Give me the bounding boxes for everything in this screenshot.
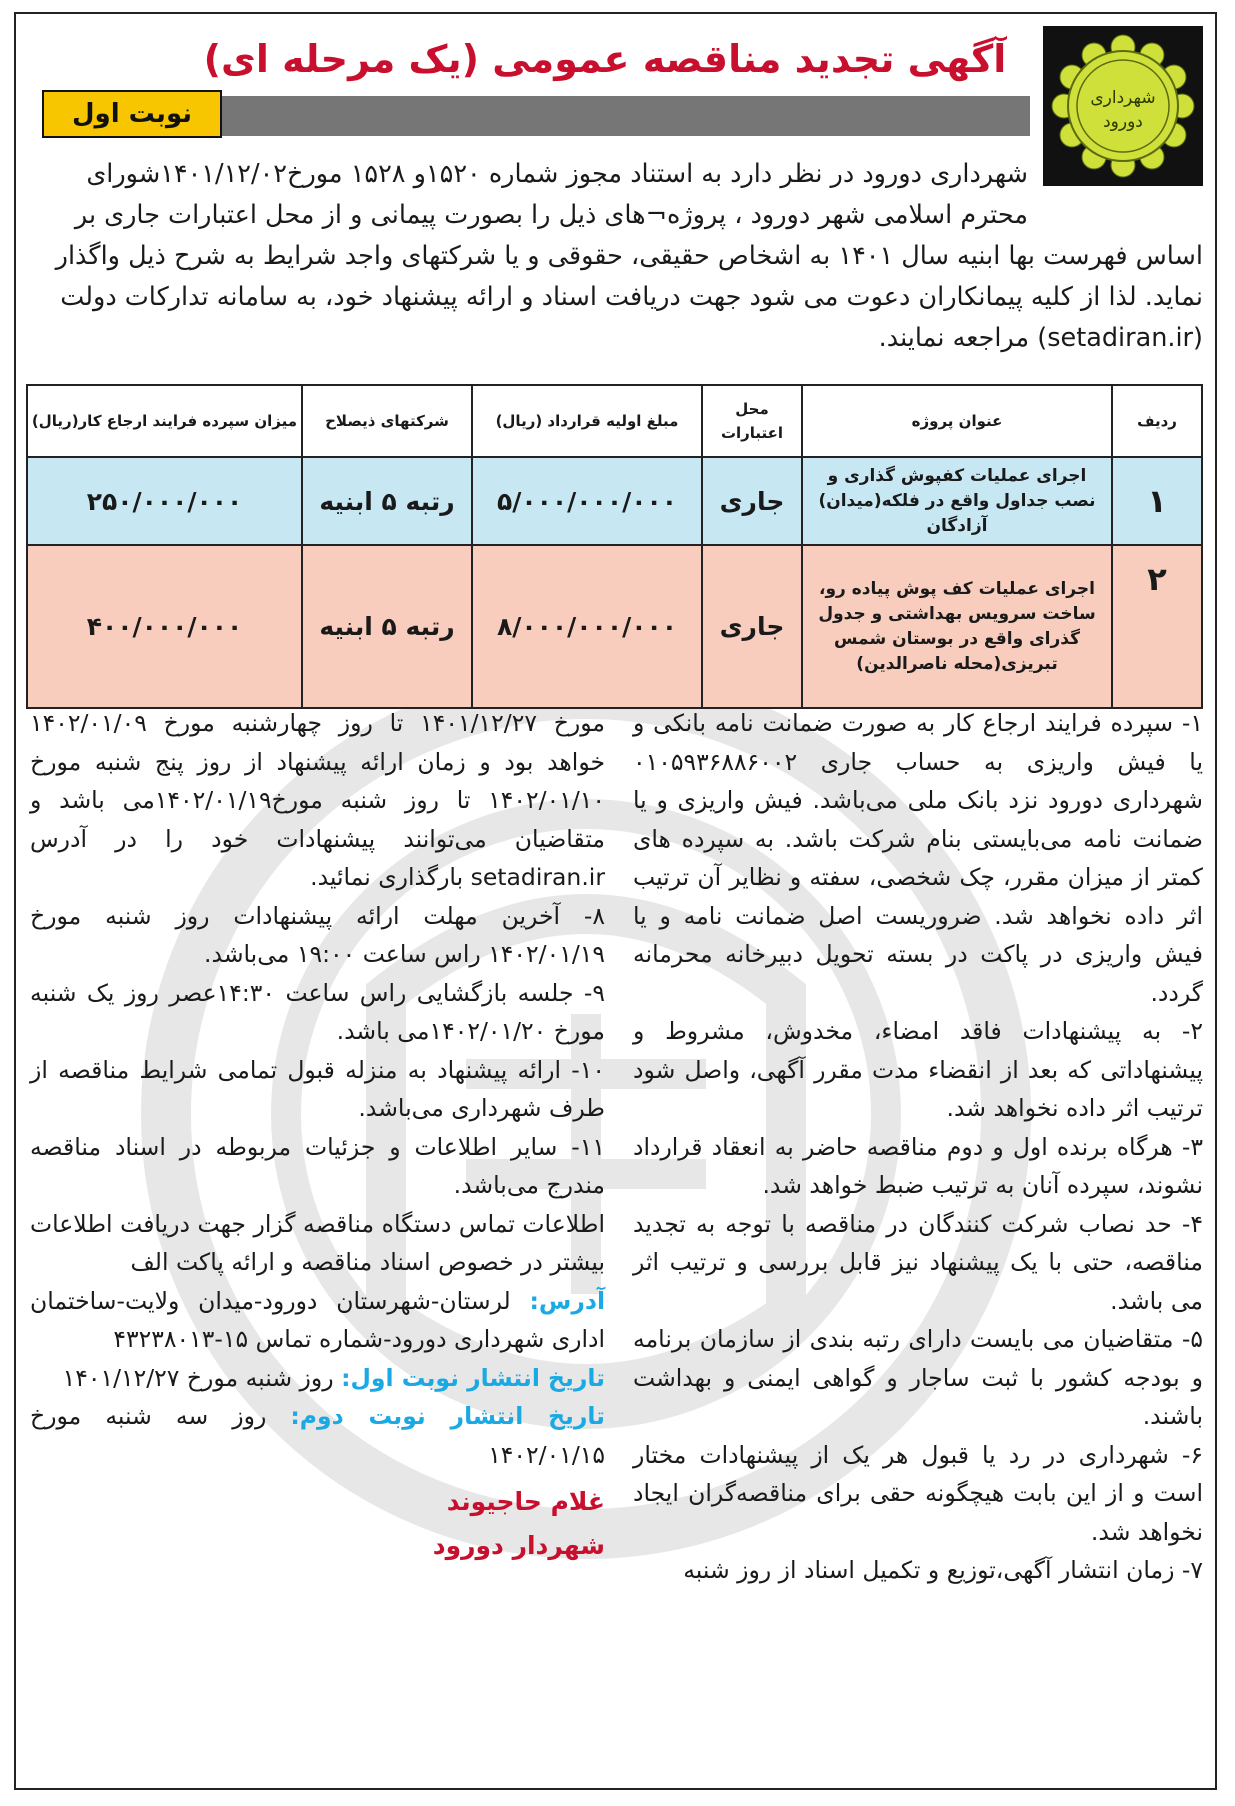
intro-paragraph	[43, 154, 1203, 359]
table-row	[27, 457, 1202, 545]
signatory-role: شهردار دورود	[432, 1531, 605, 1560]
logo-text-line2: دورود	[1103, 112, 1143, 132]
project-title: اجرای عملیات کف پوش پیاده رو، ساخت سرویس بهداشتی و جدول گذرای واقع در بوستان شمس تبریزی(محله ناصرالدین)	[802, 545, 1112, 708]
funding-source: جاری	[702, 457, 802, 545]
header-deposit: میزان سپرده فرایند ارجاع کار(ریال)	[27, 385, 302, 457]
address-text: لرستان-شهرستان دورود-میدان ولایت-ساختمان اداری شهرداری دورود-شماره تماس ۱۵-۴۳۲۳۸۰۱۳	[30, 1286, 605, 1353]
condition-item: ۱۰- ارائه پیشنهاد به منزله قبول تمامی شرایط مناقصه از طرف شهرداری می‌باشد.	[30, 1055, 605, 1122]
signatory-name: غلام حاجیوند	[446, 1487, 605, 1516]
condition-item: ۳- هرگاه برنده اول و دوم مناقصه حاضر به انعقاد قرارداد نشوند، سپرده آنان به ترتیب ضبط خواهد شد.	[633, 1132, 1203, 1199]
condition-item: ۹- جلسه بازگشایی راس ساعت ۱۴:۳۰عصر روز یک شنبه مورخ ۱۴۰۲/۰۱/۲۰می باشد.	[30, 978, 605, 1045]
signature-block	[30, 1480, 605, 1568]
condition-item: ۱- سپرده فرایند ارجاع کار به صورت ضمانت نامه بانکی و یا فیش واریزی به حساب جاری ۰۱۰۵۹۳۶۸۸۶۰۰۲ شهرداری دورود نزد بانک ملی می‌باشد. فیش واریزی و یا ضمانت نامه می‌بایستی بنام شرکت باشد. به سپرده های کمتر از میزان مقرر، چک شخصی، سفته و نظایر آن ترتیب اثر داده نخواهد شد. ضروریست اصل ضمانت نامه و یا فیش واریزی در پاکت در بسته تحویل دبیرخانه محرمانه گردد.	[633, 709, 1203, 1007]
intro-line: نماید. لذا از کلیه پیمانکاران دعوت می شود جهت دریافت اسناد و ارائه پیشنهاد خود، به سامانه تدارکات دولت	[60, 282, 1203, 312]
contract-amount: ۵/۰۰۰/۰۰۰/۰۰۰	[472, 457, 702, 545]
title-underline-bar	[190, 96, 1030, 136]
publish-date-first	[30, 1359, 605, 1398]
condition-item: ۲- به پیشنهادات فاقد امضاء، مخدوش، مشروط و پیشنهاداتی که بعد از انقضاء مدت مقرر آگهی، واصل شود ترتیب اثر داده نخواهد شد.	[633, 1017, 1203, 1122]
condition-item: ۶- شهرداری در رد یا قبول هر یک از پیشنهادات مختار است و از این بابت هیچگونه حقی برای مناقصه‌گران ایجاد نخواهد شد.	[633, 1440, 1203, 1546]
conditions-left-column	[30, 704, 605, 1568]
contract-amount: ۸/۰۰۰/۰۰۰/۰۰۰	[472, 545, 702, 708]
table-header-row	[27, 385, 1202, 457]
intro-line: اساس فهرست بها ابنیه سال ۱۴۰۱ به اشخاص حقیقی، حقوقی و یا شرکتهای واجد شرایط به شرح ذیل واگذار	[55, 241, 1203, 271]
projects-table	[26, 384, 1203, 709]
deposit-amount: ۲۵۰/۰۰۰/۰۰۰	[27, 457, 302, 545]
turn-badge: نوبت اول	[42, 90, 222, 138]
condition-item: ۱۱- سایر اطلاعات و جزئیات مربوطه در اسناد مناقصه مندرج می‌باشد.	[30, 1132, 605, 1199]
header-amount: مبلغ اولیه قرارداد (ریال)	[472, 385, 702, 457]
intro-line: شهرداری دورود در نظر دارد به استناد مجوز شماره ۱۵۲۰و ۱۵۲۸ مورخ۱۴۰۱/۱۲/۰۲شورای	[86, 159, 1028, 189]
publish-date-second	[30, 1397, 605, 1474]
header-project: عنوان پروژه	[802, 385, 1112, 457]
ad-frame	[14, 12, 1217, 1790]
qualified-companies: رتبه ۵ ابنیه	[302, 457, 472, 545]
publish-second-label: تاریخ انتشار نوبت دوم:	[290, 1402, 606, 1430]
header-qualified: شرکتهای ذیصلاح	[302, 385, 472, 457]
funding-source: جاری	[702, 545, 802, 708]
header-row-num: ردیف	[1112, 385, 1202, 457]
conditions-right-column	[633, 704, 1203, 1590]
condition-item: ۴- حد نصاب شرکت کنندگان در مناقصه با توجه به تجدید مناقصه، حتی با یک پیشنهاد نیز قابل بررسی و ترتیب اثر می باشد.	[633, 1209, 1203, 1315]
project-title: اجرای عملیات کفپوش گذاری و نصب جداول واقع در فلکه(میدان) آزادگان	[802, 457, 1112, 545]
condition-item: ۷- زمان انتشار آگهی،توزیع و تکمیل اسناد از روز شنبه	[683, 1556, 1203, 1584]
contact-info-intro: اطلاعات تماس دستگاه مناقصه گزار جهت دریافت اطلاعات بیشتر در خصوص اسناد مناقصه و ارائه پاکت الف	[30, 1209, 605, 1276]
deposit-amount: ۴۰۰/۰۰۰/۰۰۰	[27, 545, 302, 708]
condition-item: ۸- آخرین مهلت ارائه پیشنهادات روز شنبه مورخ ۱۴۰۲/۰۱/۱۹ راس ساعت ۱۹:۰۰ می‌باشد.	[30, 901, 605, 968]
publish-second-text: روز سه شنبه مورخ ۱۴۰۲/۰۱/۱۵	[30, 1402, 605, 1469]
row-number: ۱	[1112, 457, 1202, 545]
qualified-companies: رتبه ۵ ابنیه	[302, 545, 472, 708]
publish-first-text: روز شنبه مورخ ۱۴۰۱/۱۲/۲۷	[62, 1363, 334, 1392]
row-number: ۲	[1112, 545, 1202, 708]
address-label: آدرس:	[529, 1286, 605, 1315]
logo-text-line1: شهرداری	[1090, 88, 1156, 108]
intro-line: محترم اسلامی شهر دورود ، پروژه¬های ذیل را بصورت پیمانی و از محل اعتبارات جاری بر	[74, 200, 1028, 230]
condition-item: مورخ ۱۴۰۱/۱۲/۲۷ تا روز چهارشنبه مورخ ۱۴۰۲/۰۱/۰۹ خواهد بود و زمان ارائه پیشنهاد از روز پنج شنبه مورخ ۱۴۰۲/۰۱/۱۰ تا روز شنبه مورخ۱۴۰۲/۰۱/۱۹می باشد و متقاضیان می‌توانند پیشنهادات خود را در آدرس setadiran.ir بارگذاری نمائید.	[30, 709, 605, 891]
ad-title: آگهی تجدید مناقصه عمومی (یک مرحله ای)	[203, 37, 1007, 81]
table-row	[27, 545, 1202, 708]
condition-item: ۵- متقاضیان می بایست دارای رتبه بندی از سازمان برنامه و بودجه کشور با ثبت ساجار و گواهی ایمنی و بهداشت باشند.	[633, 1325, 1203, 1430]
publish-first-label: تاریخ انتشار نوبت اول:	[341, 1363, 605, 1392]
address-block	[30, 1282, 605, 1359]
header-funding: محل اعتبارات	[702, 385, 802, 457]
intro-line: (setadiran.ir) مراجعه نمایند.	[878, 323, 1203, 353]
